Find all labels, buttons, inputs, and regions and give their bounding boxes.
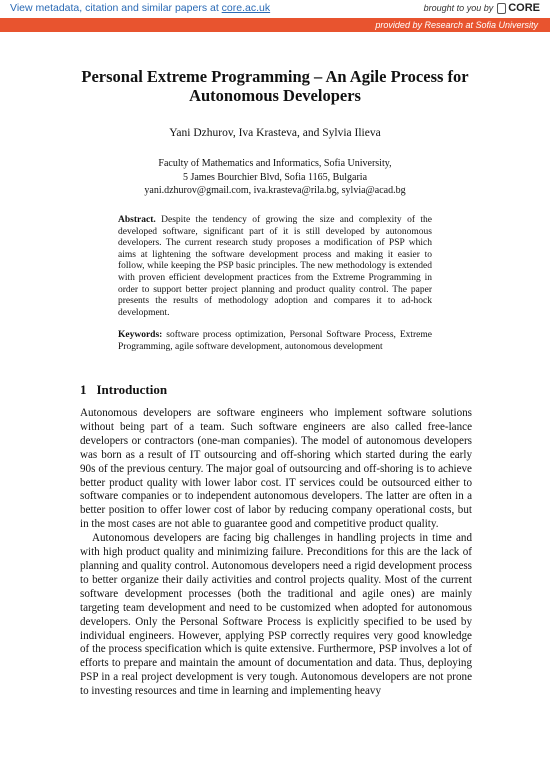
keywords <box>118 330 432 353</box>
keywords-text: software process optimization, Personal Software Process, Extreme Programming, agile software development, autonomous development <box>118 330 432 352</box>
metadata-link-line <box>10 2 270 14</box>
core-banner <box>0 0 550 18</box>
paper-authors: Yani Dzhurov, Iva Krasteva, and Sylvia Ilieva <box>169 127 381 139</box>
section-number: 1 <box>80 382 87 397</box>
affiliation-emails: yani.dzhurov@gmail.com, iva.krasteva@rila.bg, sylvia@acad.bg <box>144 185 406 196</box>
paragraph: Autonomous developers are facing big challenges in handling projects in time and with high product quality and minimizing failure. Preconditions for this are the lack of planning and quality control. Autonomous developers need a rigid development process to better organize their daily activities and control projects quality. Most of the current software development processes (both the traditional and agile ones) are mainly targeting team development and need to be customized when adopted for autonomous developers. Only the Personal Software Process is explicitly specified to be used by individual engineers. However, applying PSP correctly requires very good knowledge of the process specification which is quite extensive. Furthermore, PSP involves a lot of efforts to prepare and maintain the amount of documentation and data. Thus, deploying PSP in a real project development is very tough. Autonomous developers are not prone to investing resources and time in learning and implementing heavy <box>80 532 472 698</box>
section-title: Introduction <box>96 382 168 397</box>
core-label: CORE <box>508 2 540 14</box>
abstract <box>118 215 432 319</box>
keywords-label: Keywords: <box>118 330 163 340</box>
paragraph: Autonomous developers are software engineers who implement software solutions without being part of a team. Such software engineers are also called free-lance developers or contractors (one-man companies). The model of autonomous developers was born as a result of IT outsourcing and off-shoring which started during the early 90s of the previous century. The major goal of outsourcing and off-shoring is to achieve better product quality with lower labor cost. IT services could be outsourced either to software companies or to independent autonomous developers. The latter are often in a better position to offer lower cost of labor by reducing company operational costs, but in the most cases are not able to guarantee good and competitive product quality. <box>80 407 472 531</box>
brought-by <box>424 2 540 14</box>
abstract-label: Abstract. <box>118 215 156 225</box>
section-body <box>80 407 472 699</box>
brought-by-text: brought to you by <box>423 3 494 13</box>
metadata-prefix: View metadata, citation and similar papers at <box>10 2 222 14</box>
provided-by-text: provided by Research at Sofia University <box>375 20 538 30</box>
affiliation-line: Faculty of Mathematics and Informatics, Sofia University, <box>158 158 392 169</box>
provided-by-bar[interactable] <box>0 18 550 32</box>
section-heading <box>80 382 167 398</box>
core-icon <box>497 3 506 14</box>
abstract-text: Despite the tendency of growing the size and complexity of the developed software, significant part of it is still developed by autonomous developers. The current research study proposes a modification of PSP which aims at lightening the software development process and making it easier to follow, while keeping the PSP basic principles. The new methodology is extended with proven efficient development practices from the Extreme Programming in order to support better project planning and product quality control. The paper presents the results of methodology adoption and compares it to ad-hock development. <box>118 215 432 318</box>
paper-affiliation <box>80 157 470 198</box>
core-link[interactable]: core.ac.uk <box>221 2 271 14</box>
paper-title: Personal Extreme Programming – An Agile Process for Autonomous Developers <box>81 67 469 105</box>
affiliation-line: 5 James Bourchier Blvd, Sofia 1165, Bulgaria <box>182 171 368 183</box>
core-logo[interactable] <box>497 2 540 14</box>
